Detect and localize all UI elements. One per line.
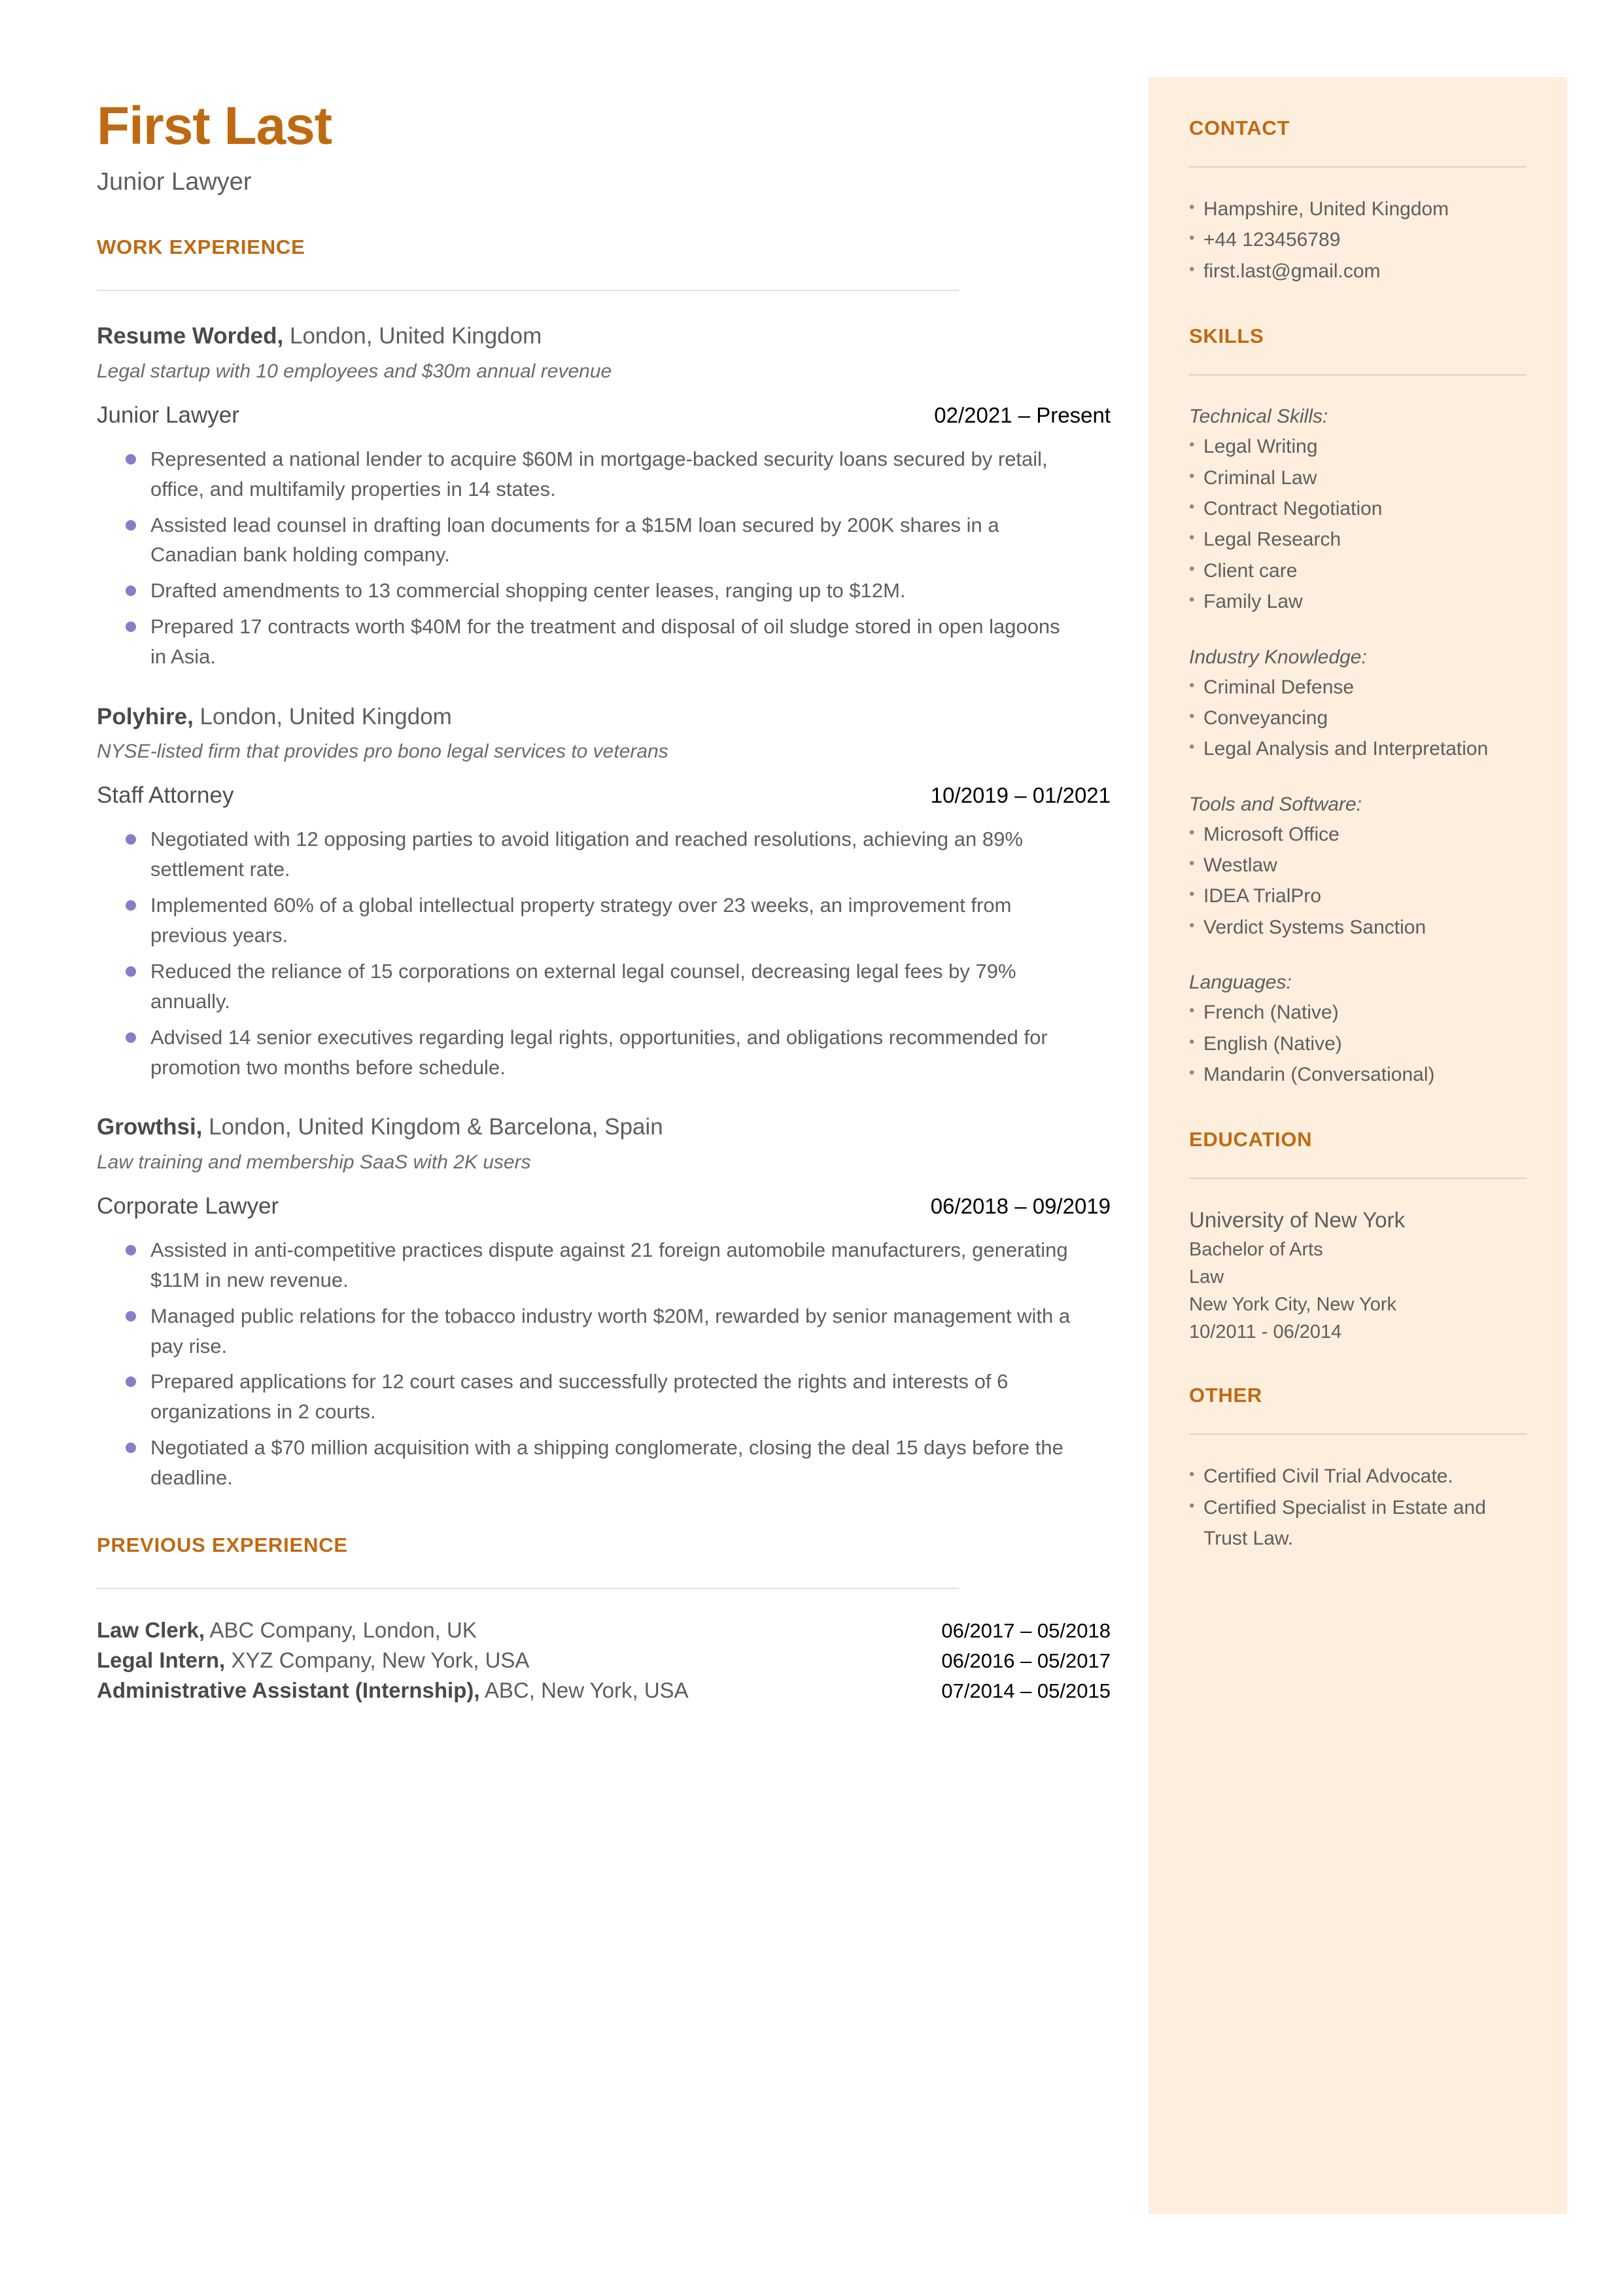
job-role-row [97,782,1114,809]
main-column [97,98,1114,1708]
skills-item-label: Westlaw [1203,854,1277,877]
skills-item-label: Criminal Defense [1203,676,1355,698]
skills-item [1189,493,1527,524]
job-role-row [97,402,1114,429]
job-company [97,321,1114,351]
job-entry [97,1112,1114,1493]
bullet-dot-icon [97,1235,150,1295]
job-bullet-text: Advised 14 senior executives regarding legal rights, opportunities, and obligations recommended for promotion two months before schedule. [150,1025,1048,1079]
bullet-dot-icon: • [1189,885,1195,903]
skills-group-gap [1189,765,1527,790]
other-divider [1189,1433,1527,1435]
job-dates: 10/2019 – 01/2021 [930,783,1111,808]
education-dates: 10/2011 - 06/2014 [1189,1322,1342,1343]
skills-divider [1189,374,1527,376]
contact-heading: CONTACT [1189,116,1290,139]
skills-item-label: Conveyancing [1203,707,1328,729]
job-bullet [97,444,1114,504]
job-bullet-text: Implemented 60% of a global intellectual property strategy over 23 weeks, an improvement from previous years. [150,894,1012,947]
previous-experience-title [97,1648,529,1673]
previous-experience-dates: 06/2016 – 05/2017 [941,1649,1111,1672]
job-bullet [97,1301,1114,1361]
skills-item [1189,463,1527,493]
other-list [1189,1461,1527,1554]
job-company-name: Polyhire, [97,703,194,729]
job-bullet [97,576,1114,606]
bullet-dot-icon: • [1189,591,1195,609]
skills-item-label: Mandarin (Conversational) [1203,1064,1435,1086]
job-bullet-text: Assisted lead counsel in drafting loan documents for a $15M loan secured by 200K shares in a Canadian bank holding company. [150,513,999,567]
previous-experience-role: Legal Intern, [97,1647,226,1672]
skills-item [1189,850,1527,881]
skills-item [1189,819,1527,850]
bullet-dot-icon: • [1189,738,1195,756]
job-subtitle: Junior Lawyer [97,168,252,196]
job-bullet-text: Assisted in anti-competitive practices dispute against 21 foreign automobile manufacturers, generating $11M in new revenue. [150,1238,1068,1291]
job-bullet-text: Negotiated a $70 million acquisition with a shipping conglomerate, closing the deal 15 days before the deadline. [150,1436,1063,1490]
education-school: University of New York [1189,1208,1406,1233]
contact-item [1189,256,1527,287]
previous-experience-divider [97,1588,959,1589]
education-entry [1189,1205,1527,1346]
skills-item [1189,672,1527,703]
skills-item-label: Contract Negotiation [1203,497,1383,519]
job-bullet [97,1023,1114,1083]
previous-experience-detail: ABC, New York, USA [479,1677,689,1702]
previous-experience-dates: 07/2014 – 05/2015 [941,1679,1111,1702]
job-dates: 02/2021 – Present [934,402,1111,427]
skills-item [1189,555,1527,586]
job-bullet [97,1367,1114,1427]
jobs-container [97,321,1114,1493]
job-role-title: Staff Attorney [97,782,234,809]
job-bullet-list [97,824,1114,1082]
skills-item-label: Client care [1203,559,1298,582]
job-company-location: London, United Kingdom & Barcelona, Spain [202,1114,663,1140]
skills-group-label: Languages: [1189,972,1292,994]
bullet-dot-icon: • [1189,1032,1195,1051]
job-bullet [97,824,1114,885]
bullet-dot-icon [97,510,150,570]
job-company-location: London, United Kingdom [283,323,542,349]
job-bullet [97,1235,1114,1295]
job-company-name: Resume Worded, [97,323,284,349]
job-bullet [97,612,1114,672]
other-item [1189,1492,1527,1554]
education-location: New York City, New York [1189,1294,1396,1316]
bullet-dot-icon: • [1189,676,1195,694]
bullet-dot-icon [97,824,150,885]
skills-item-label: Family Law [1203,591,1303,613]
job-bullet-list [97,1235,1114,1493]
previous-experience-title [97,1678,689,1703]
skills-item-label: Microsoft Office [1203,823,1339,845]
skills-item [1189,586,1527,617]
skills-group-label: Industry Knowledge: [1189,646,1367,668]
previous-experience-role: Law Clerk, [97,1617,205,1642]
bullet-dot-icon [97,1023,150,1083]
skills-item-label: French (Native) [1203,1002,1339,1024]
job-bullet [97,1433,1114,1493]
bullet-dot-icon [97,1433,150,1493]
bullet-dot-icon: • [1189,229,1195,247]
page-title: First Last [97,96,332,156]
job-bullet [97,890,1114,951]
skills-item [1189,881,1527,911]
skills-item [1189,997,1527,1028]
previous-experience-row [97,1618,1114,1643]
previous-experience-heading: PREVIOUS EXPERIENCE [97,1533,348,1556]
skills-item-label: IDEA TrialPro [1203,885,1322,907]
job-role-title: Junior Lawyer [97,402,239,428]
other-item-label: Certified Specialist in Estate and Trust Law. [1203,1496,1486,1550]
job-company-name: Growthsi, [97,1114,203,1140]
skills-item [1189,733,1527,764]
bullet-dot-icon [97,1301,150,1361]
bullet-dot-icon: • [1189,529,1195,547]
bullet-dot-icon: • [1189,823,1195,841]
skills-item [1189,912,1527,943]
skills-group-label: Technical Skills: [1189,406,1328,428]
bullet-dot-icon: • [1189,466,1195,485]
job-description: NYSE-listed firm that provides pro bono legal services to veterans [97,741,668,763]
skills-item-label: Legal Research [1203,529,1341,551]
job-bullet [97,510,1114,570]
job-bullet-text: Reduced the reliance of 15 corporations on external legal counsel, decreasing legal fees by 79% annually. [150,959,1016,1013]
job-role-row [97,1193,1114,1219]
contact-divider [1189,166,1527,167]
skills-heading: SKILLS [1189,324,1264,348]
other-item-label: Certified Civil Trial Advocate. [1203,1465,1453,1488]
job-entry [97,321,1114,672]
previous-experience-detail: ABC Company, London, UK [205,1617,477,1642]
job-bullet-text: Prepared 17 contracts worth $40M for the treatment and disposal of oil sludge stored in open lagoons in Asia. [150,615,1060,669]
job-bullet-text: Represented a national lender to acquire $60M in mortgage-backed security loans secured by retail, office, and multifamily properties in 14 states. [150,447,1048,500]
bullet-dot-icon: • [1189,854,1195,873]
bullet-dot-icon: • [1189,559,1195,578]
job-company [97,702,1114,732]
contact-item-label: +44 123456789 [1203,229,1341,251]
skills-group-gap [1189,943,1527,968]
previous-experience-detail: XYZ Company, New York, USA [225,1647,530,1672]
bullet-dot-icon: • [1189,436,1195,454]
bullet-dot-icon: • [1189,497,1195,516]
contact-item [1189,194,1527,224]
job-description: Legal startup with 10 employees and $30m annual revenue [97,360,612,382]
skills-item-label: Legal Analysis and Interpretation [1203,738,1489,760]
job-bullet-list [97,444,1114,672]
education-heading: EDUCATION [1189,1128,1313,1151]
job-bullet-text: Prepared applications for 12 court cases and successfully protected the rights and interests of 6 organizations in 2 courts. [150,1370,1009,1424]
work-experience-heading: WORK EXPERIENCE [97,236,305,259]
previous-experience-list [97,1618,1114,1703]
bullet-dot-icon [97,890,150,951]
contact-item-label: first.last@gmail.com [1203,260,1381,282]
education-field: Law [1189,1267,1224,1288]
skills-item-label: Legal Writing [1203,436,1318,458]
bullet-dot-icon [97,956,150,1017]
job-role-title: Corporate Lawyer [97,1193,279,1219]
work-experience-divider [97,290,959,291]
contact-item-label: Hampshire, United Kingdom [1203,198,1449,220]
bullet-dot-icon [97,444,150,504]
job-entry [97,702,1114,1083]
job-bullet-text: Drafted amendments to 13 commercial shopping center leases, ranging up to $12M. [150,579,906,603]
other-heading: OTHER [1189,1384,1262,1407]
previous-experience-dates: 06/2017 – 05/2018 [941,1619,1111,1642]
bullet-dot-icon: • [1189,707,1195,725]
job-bullet [97,956,1114,1017]
skills-list [1189,402,1527,1090]
education-divider [1189,1178,1527,1179]
skills-group-gap [1189,618,1527,642]
skills-item [1189,1059,1527,1090]
job-description: Law training and membership SaaS with 2K users [97,1151,531,1173]
other-item [1189,1461,1527,1492]
job-company [97,1112,1114,1142]
bullet-dot-icon: • [1189,1465,1195,1484]
contact-list [1189,194,1527,287]
skills-item [1189,431,1527,462]
job-dates: 06/2018 – 09/2019 [930,1193,1111,1218]
job-bullet-text: Negotiated with 12 opposing parties to avoid litigation and reached resolutions, achieving an 89% settlement rate. [150,828,1023,881]
skills-item [1189,524,1527,555]
bullet-dot-icon: • [1189,1064,1195,1082]
bullet-dot-icon [97,576,150,606]
previous-experience-row [97,1678,1114,1703]
bullet-dot-icon: • [1189,1496,1195,1515]
previous-experience-role: Administrative Assistant (Internship), [97,1677,480,1702]
education-degree: Bachelor of Arts [1189,1239,1323,1261]
bullet-dot-icon [97,1367,150,1427]
skills-group-label: Tools and Software: [1189,793,1362,815]
previous-experience-row [97,1648,1114,1673]
skills-item-label: Verdict Systems Sanction [1203,916,1426,938]
skills-item [1189,1028,1527,1059]
bullet-dot-icon: • [1189,916,1195,934]
bullet-dot-icon: • [1189,198,1195,216]
job-bullet-text: Managed public relations for the tobacco industry worth $20M, rewarded by senior management with a pay rise. [150,1304,1071,1358]
previous-experience-title [97,1618,477,1643]
job-company-location: London, United Kingdom [193,703,452,729]
skills-item [1189,703,1527,733]
sidebar-panel [1149,77,1567,2214]
bullet-dot-icon [97,612,150,672]
bullet-dot-icon: • [1189,260,1195,278]
skills-item-label: English (Native) [1203,1032,1342,1055]
skills-item-label: Criminal Law [1203,466,1317,489]
contact-item [1189,224,1527,255]
bullet-dot-icon: • [1189,1002,1195,1020]
